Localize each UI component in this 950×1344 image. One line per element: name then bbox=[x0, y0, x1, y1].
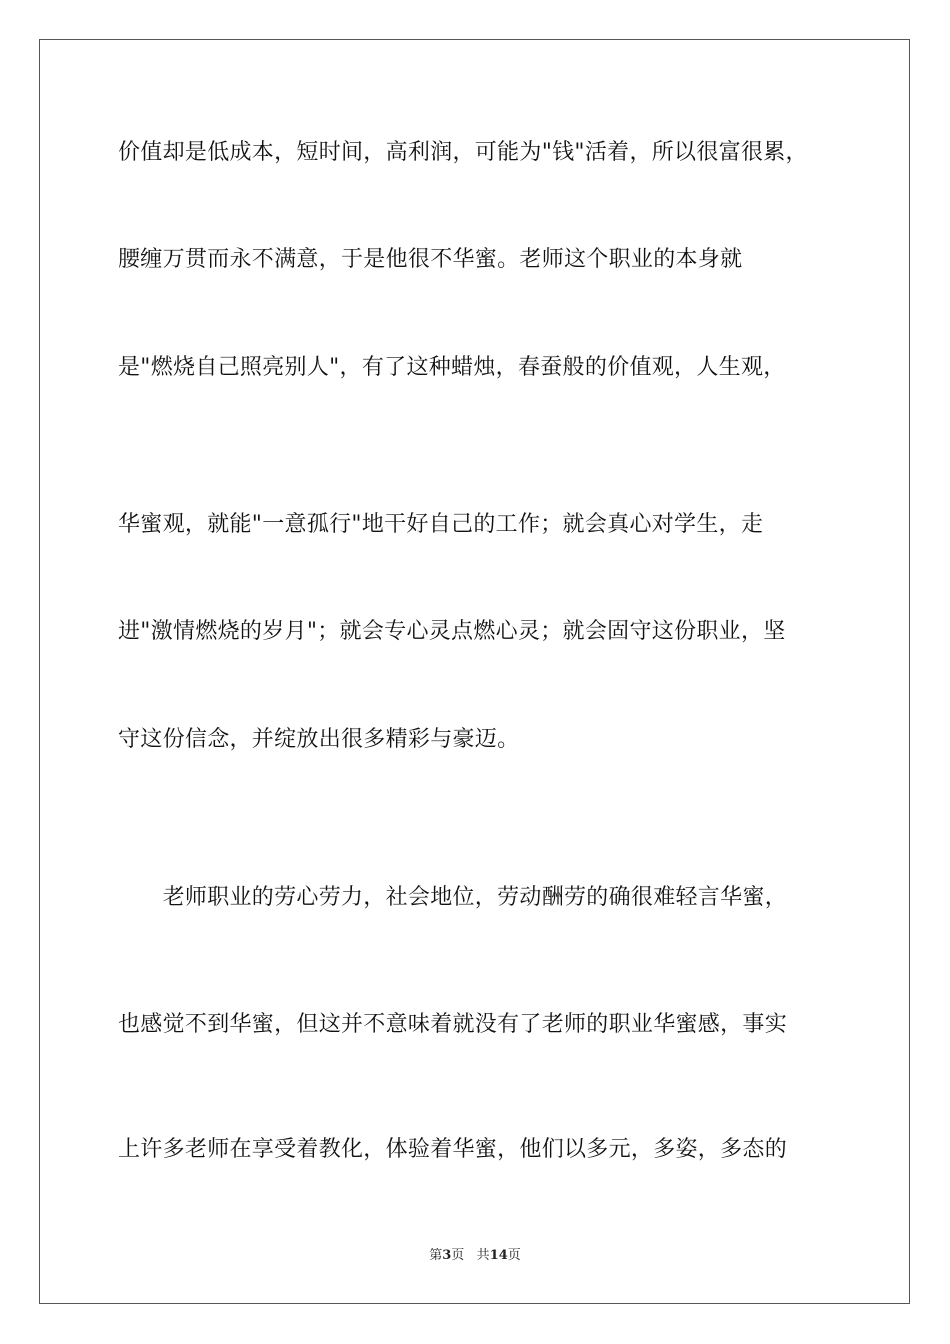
page-border bbox=[39, 39, 910, 1304]
page-number: 3 bbox=[442, 1248, 452, 1263]
page-footer bbox=[0, 1247, 950, 1265]
text-line: 上许多老师在享受着教化，体验着华蜜，他们以多元，多姿，多态的 bbox=[118, 1137, 788, 1162]
text-line: 守这份信念，并绽放出很多精彩与豪迈。 bbox=[118, 727, 520, 752]
paragraph-first-line: 老师职业的劳心劳力，社会地位，劳动酬劳的确很难轻言华蜜， bbox=[118, 885, 788, 910]
page-prefix: 第 bbox=[429, 1248, 443, 1263]
text-line: 进"激情燃烧的岁月"；就会专心灵点燃心灵；就会固守这份职业，坚 bbox=[118, 619, 786, 644]
total-pages: 14 bbox=[489, 1248, 508, 1263]
total-prefix: 共 bbox=[476, 1248, 490, 1263]
text-line: 腰缠万贯而永不满意，于是他很不华蜜。老师这个职业的本身就 bbox=[118, 247, 743, 272]
text-line: 华蜜观，就能"一意孤行"地干好自己的工作；就会真心对学生，走 bbox=[118, 512, 764, 537]
text-line: 也感觉不到华蜜，但这并不意味着就没有了老师的职业华蜜感，事实 bbox=[118, 1012, 788, 1037]
total-suffix: 页 bbox=[507, 1248, 521, 1263]
text-line: 是"燃烧自己照亮别人"，有了这种蜡烛，春蚕般的价值观，人生观， bbox=[118, 355, 786, 380]
text-line: 价值却是低成本，短时间，高利润，可能为"钱"活着，所以很富很累， bbox=[118, 140, 808, 165]
page-suffix: 页 bbox=[451, 1248, 465, 1263]
